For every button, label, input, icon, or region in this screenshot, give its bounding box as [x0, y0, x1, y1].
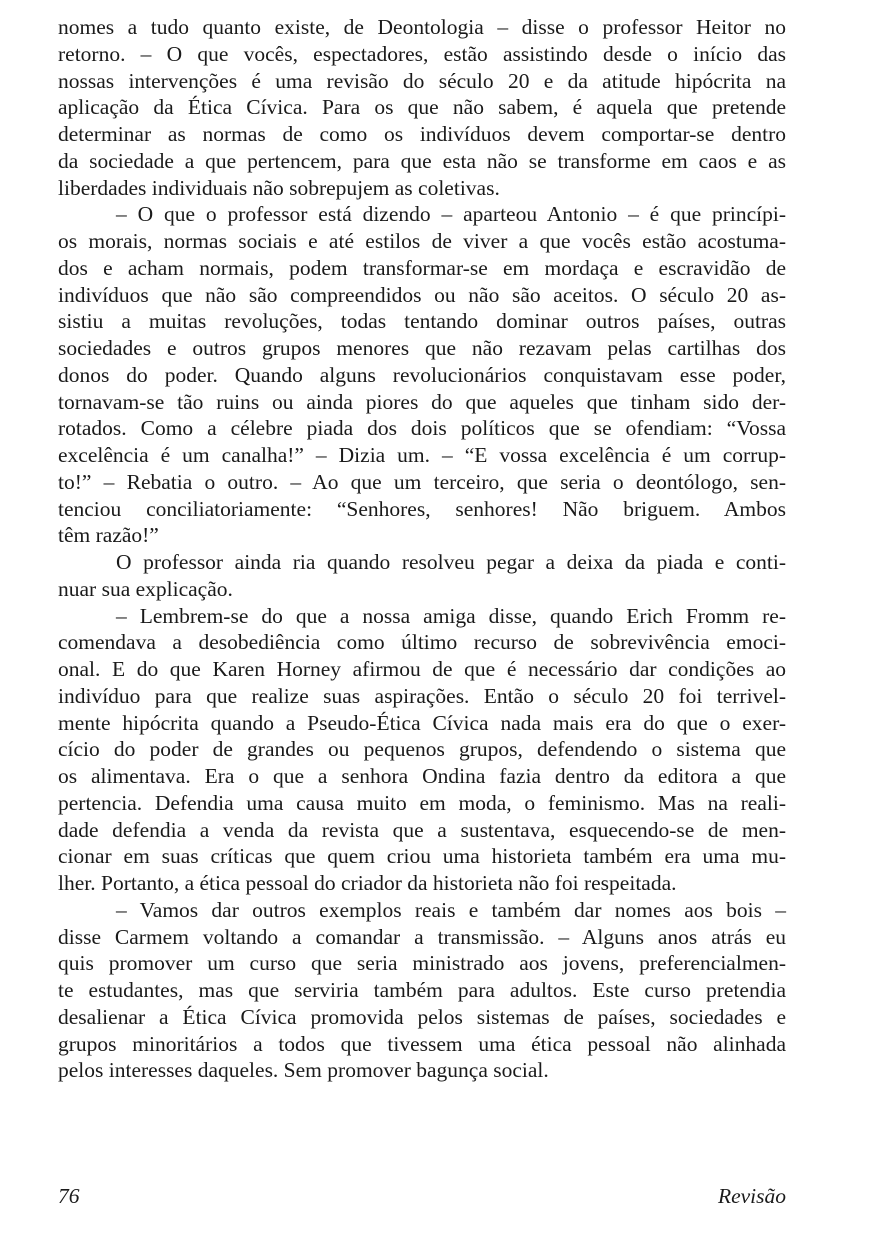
paragraph	[58, 549, 786, 603]
page-body	[58, 14, 786, 1084]
paragraph	[58, 897, 786, 1084]
running-title: Revisão	[717, 1184, 786, 1208]
text-line: indivíduo para que realize suas aspirações. Então o século 20 foi terrivel-	[58, 683, 786, 708]
text-line: cionar em suas críticas que quem criou uma historieta também era uma mu-	[58, 844, 786, 869]
text-line: donos do poder. Quando alguns revolucionários conquistavam esse poder,	[58, 362, 786, 387]
text-line: to!” – Rebatia o outro. – Ao que um terceiro, que seria o deontólogo, sen-	[58, 469, 786, 494]
text-line: os morais, normas sociais e até estilos de viver a que vocês estão acostuma-	[58, 229, 786, 253]
text-line: lher. Portanto, a ética pessoal do criador da historieta não foi respeitada.	[58, 871, 677, 895]
text-line: nuar sua explicação.	[58, 576, 233, 601]
text-line: comendava a desobediência como último recurso de sobrevivência emoci-	[58, 630, 786, 655]
text-line: dade defendia a venda da revista que a sustentava, esquecendo-se de men-	[58, 817, 786, 842]
text-line: indivíduos que não são compreendidos ou não são aceitos. O século 20 as-	[58, 282, 786, 307]
text-line: os alimentava. Era o que a senhora Ondina fazia dentro da editora a que	[58, 764, 786, 788]
text-line: pelos interesses daqueles. Sem promover bagunça social.	[58, 1058, 549, 1083]
text-line: – Vamos dar outros exemplos reais e também dar nomes aos bois –	[116, 897, 786, 922]
text-line: liberdades individuais não sobrepujem as coletivas.	[58, 175, 500, 200]
text-line: disse Carmem voltando a comandar a transmissão. – Alguns anos atrás eu	[58, 924, 786, 949]
text-line: nossas intervenções é uma revisão do século 20 e da atitude hipócrita na	[58, 68, 786, 93]
text-line: – O que o professor está dizendo – aparteou Antonio – é que princípi-	[116, 202, 786, 227]
text-line: cício do poder de grandes ou pequenos grupos, defendendo o sistema que	[58, 737, 786, 762]
text-line: dos e acham normais, podem transformar-se em mordaça e escravidão de	[58, 255, 786, 280]
text-line: mente hipócrita quando a Pseudo-Ética Cívica nada mais era do que o exer-	[58, 710, 786, 735]
text-line: sistiu a muitas revoluções, todas tentando dominar outros países, outras	[58, 309, 786, 334]
text-line: desalienar a Ética Cívica promovida pelos sistemas de países, sociedades e	[58, 1004, 786, 1029]
text-line: tornavam-se tão ruins ou ainda piores do que aqueles que tinham sido der-	[58, 389, 786, 414]
paragraph	[58, 603, 786, 897]
text-line: nomes a tudo quanto existe, de Deontologia – disse o professor Heitor no	[58, 15, 786, 39]
text-line: excelência é um canalha!” – Dizia um. – “E vossa excelência é um corrup-	[58, 443, 786, 467]
text-line: O professor ainda ria quando resolveu pegar a deixa da piada e conti-	[116, 550, 786, 574]
text-line: pertencia. Defendia uma causa muito em moda, o feminismo. Mas na reali-	[58, 790, 786, 815]
text-line: retorno. – O que vocês, espectadores, estão assistindo desde o início das	[58, 41, 786, 66]
paragraph	[58, 201, 786, 549]
text-line: onal. E do que Karen Horney afirmou de que é necessário dar condições ao	[58, 657, 786, 681]
text-line: da sociedade a que pertencem, para que esta não se transforme em caos e as	[58, 148, 786, 173]
text-line: tenciou conciliatoriamente: “Senhores, senhores! Não briguem. Ambos	[58, 496, 786, 521]
paragraph	[58, 14, 786, 201]
text-line: rotados. Como a célebre piada dos dois políticos que se ofendiam: “Vossa	[58, 416, 786, 441]
page-number: 76	[58, 1184, 80, 1208]
text-line: aplicação da Ética Cívica. Para os que não sabem, é aquela que pretende	[58, 95, 786, 120]
text-line: te estudantes, mas que serviria também para adultos. Este curso pretendia	[58, 978, 786, 1002]
text-line: determinar as normas de como os indivíduos devem comportar-se dentro	[58, 122, 786, 146]
text-line: grupos minoritários a todos que tivessem uma ética pessoal não alinhada	[58, 1031, 786, 1056]
text-line: – Lembrem-se do que a nossa amiga disse, quando Erich Fromm re-	[116, 603, 786, 628]
text-line: têm razão!”	[58, 523, 159, 548]
text-line: quis promover um curso que seria ministrado aos jovens, preferencialmen-	[58, 951, 786, 976]
text-line: sociedades e outros grupos menores que não rezavam pelas cartilhas dos	[58, 336, 786, 360]
